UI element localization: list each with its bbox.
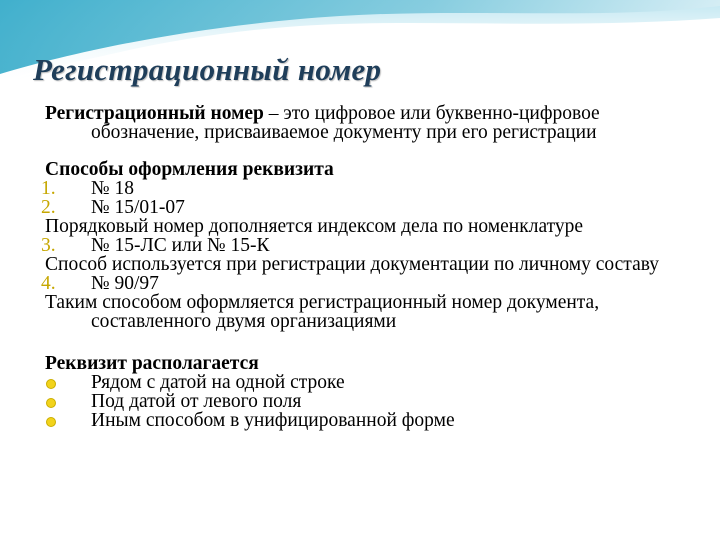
bullet-icon: [46, 417, 56, 427]
bullet-icon: [46, 398, 56, 408]
method-number-2: 2.: [41, 197, 56, 218]
method-item-1: [41, 178, 695, 199]
method-number-3: 3.: [41, 235, 56, 256]
definition: [45, 104, 695, 142]
method-item-3: [41, 235, 695, 256]
method-number-1: 1.: [41, 178, 56, 199]
method-item-4: [41, 273, 695, 294]
methods-heading: Способы оформления реквизита: [45, 159, 334, 180]
definition-term: Регистрационный номер: [45, 103, 264, 124]
method-item-2: [41, 197, 695, 218]
method-note-3: Способ используется при регистрации документации по личному составу: [45, 254, 660, 275]
method-number-4: 4.: [41, 273, 56, 294]
method-value-2: № 15/01-07: [91, 197, 185, 218]
method-note-2: Порядковый номер дополняется индексом дела по номенклатуре: [45, 216, 584, 237]
placement-heading: Реквизит располагается: [45, 353, 259, 374]
slide-body: [41, 103, 695, 431]
method-note-4: Таким способом оформляется регистрационный номер документа, составленного двумя организациями: [45, 292, 600, 332]
method-value-1: № 18: [91, 178, 134, 199]
placement-text-1: Рядом с датой на одной строке: [91, 372, 345, 393]
placement-text-2: Под датой от левого поля: [91, 391, 302, 412]
placement-item-3: [45, 411, 695, 430]
method-value-3: № 15-ЛС или № 15-К: [91, 235, 270, 256]
spacer: [45, 331, 695, 354]
bullet-icon: [46, 379, 56, 389]
placement-text-3: Иным способом в унифицированной форме: [91, 410, 455, 431]
slide-title: Регистрационный номер: [33, 52, 382, 87]
definition-text: – это цифровое или буквенно-цифровое обозначение, присваиваемое документу при его регистрации: [91, 103, 600, 143]
method-value-4: № 90/97: [91, 273, 159, 294]
placement-item-1: [45, 373, 695, 392]
placement-item-2: [45, 392, 695, 411]
